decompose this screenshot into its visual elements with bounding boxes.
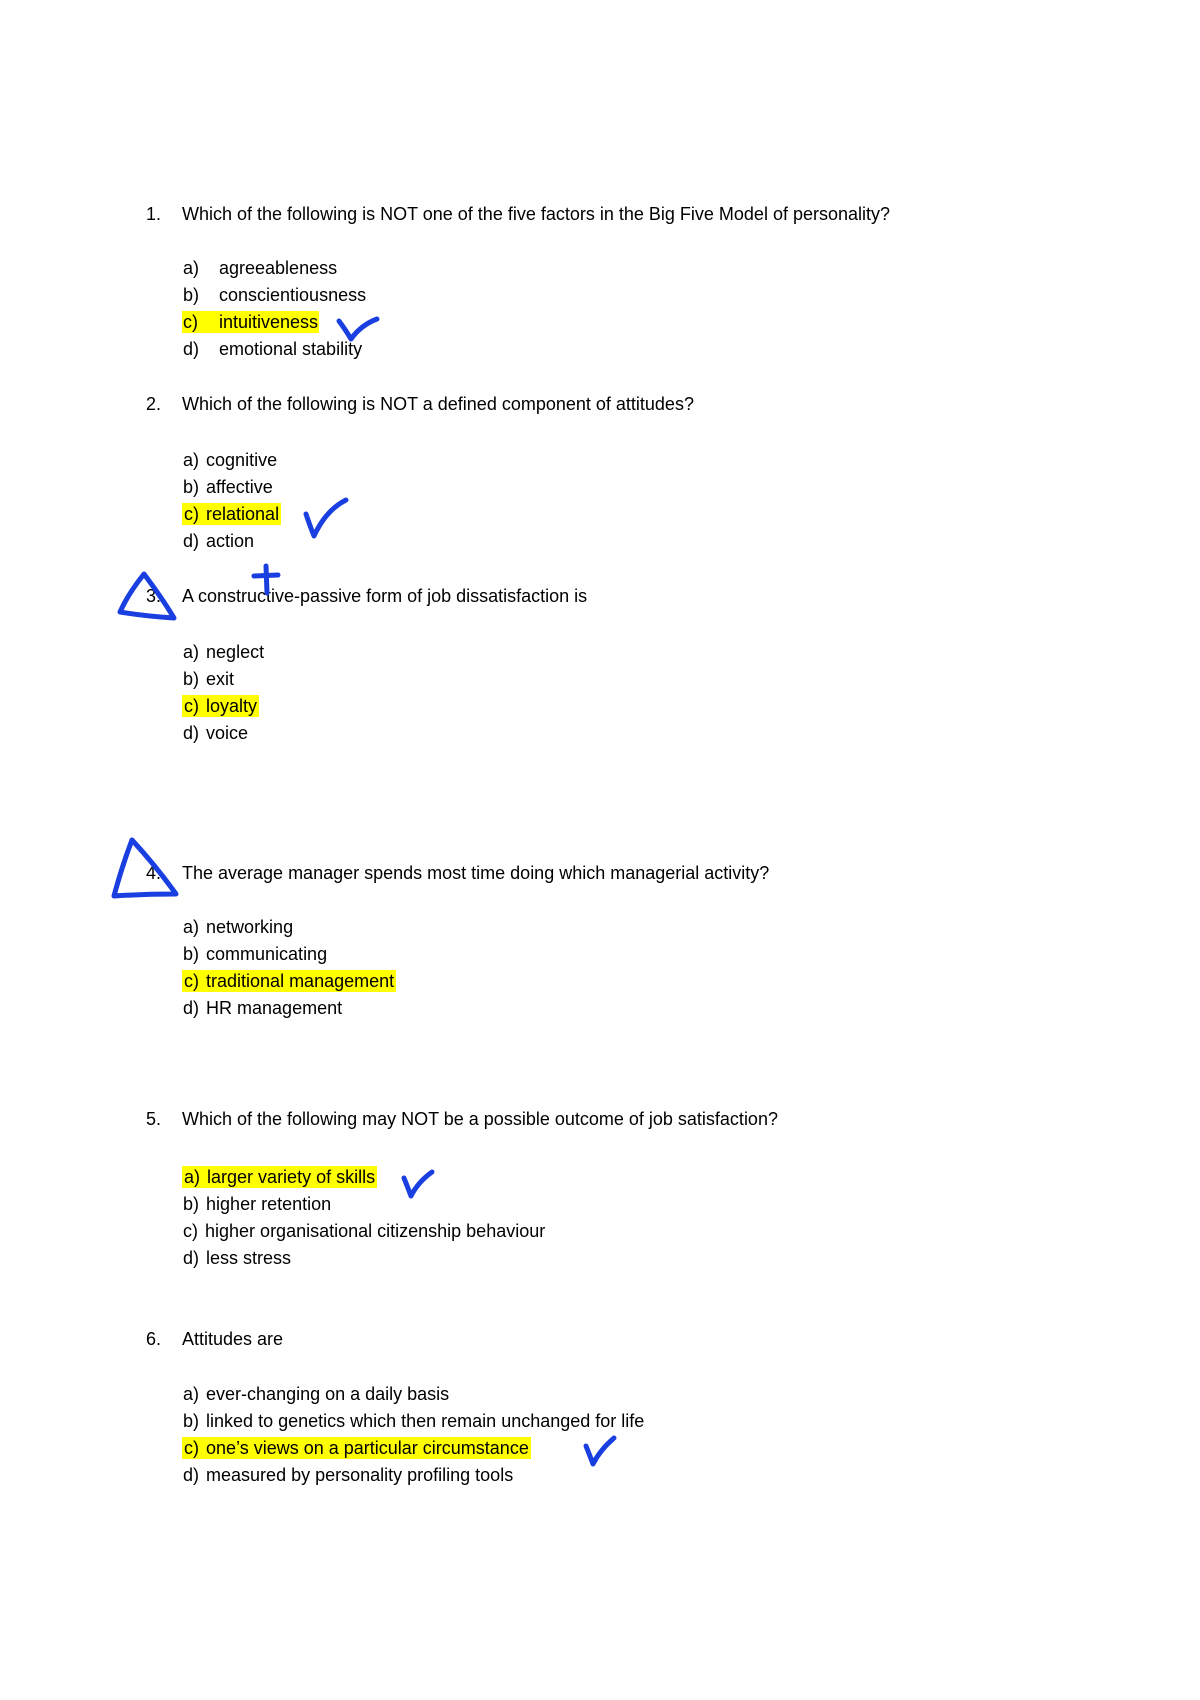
option-text: HR management: [206, 998, 343, 1018]
option-label: d): [183, 1248, 200, 1268]
option-label: b): [183, 1194, 200, 1214]
option-a: [182, 1383, 645, 1410]
option-label: a): [184, 1167, 201, 1187]
option-d: [182, 530, 281, 557]
option-label: a): [183, 450, 200, 470]
question-text: Attitudes are: [182, 1329, 284, 1349]
option-text: neglect: [206, 642, 265, 662]
option-d: [182, 997, 396, 1024]
option-label: a): [183, 258, 200, 278]
option-label: c): [183, 1221, 198, 1241]
option-label: c): [184, 696, 199, 716]
option-c-highlighted: [182, 503, 281, 530]
option-text: cognitive: [206, 450, 278, 470]
option-highlight: [182, 503, 281, 525]
option-a: [182, 449, 281, 476]
checkmark-icon: [302, 496, 352, 540]
option-text: larger variety of skills: [207, 1167, 376, 1187]
option-text: voice: [206, 723, 249, 743]
question-number: 5.: [146, 1109, 162, 1129]
option-label: b): [183, 669, 200, 689]
option-text: affective: [206, 477, 273, 497]
option-b: [182, 476, 281, 503]
checkmark-icon: [582, 1434, 618, 1468]
option-d: [182, 1247, 546, 1274]
option-label: b): [183, 1411, 200, 1431]
option-text: less stress: [206, 1248, 292, 1268]
question-text: Which of the following may NOT be a possible outcome of job satisfaction?: [182, 1109, 778, 1129]
option-c-highlighted: [182, 695, 265, 722]
option-b: [182, 668, 265, 695]
question-text: A constructive-passive form of job dissatisfaction is: [182, 586, 588, 606]
option-label: c): [182, 311, 218, 333]
option-b: [182, 284, 367, 311]
option-label: a): [183, 1384, 200, 1404]
option-label: a): [183, 642, 200, 662]
question-text: Which of the following is NOT one of the five factors in the Big Five Model of personality?: [182, 204, 891, 224]
question-text: The average manager spends most time doing which managerial activity?: [182, 863, 770, 883]
checkmark-icon: [335, 315, 385, 345]
question-text: Which of the following is NOT a defined component of attitudes?: [182, 394, 694, 414]
option-label: d): [183, 1465, 200, 1485]
triangle-icon: [108, 834, 180, 902]
option-list: [182, 257, 367, 365]
question-number: 3.: [146, 586, 162, 606]
option-text: emotional stability: [219, 339, 363, 359]
option-highlight: [182, 1166, 377, 1188]
option-text: action: [206, 531, 255, 551]
question-number: 6.: [146, 1329, 162, 1349]
option-d: [182, 722, 265, 749]
option-c-highlighted: [182, 1437, 645, 1464]
option-text: higher organisational citizenship behaviour: [205, 1221, 546, 1241]
option-label: a): [183, 917, 200, 937]
option-label: c): [184, 1438, 199, 1458]
option-label: c): [184, 971, 199, 991]
option-list: [182, 641, 265, 749]
option-label: b): [183, 477, 200, 497]
option-label: d): [183, 723, 200, 743]
option-label: d): [183, 339, 200, 359]
option-label: b): [183, 944, 200, 964]
question-number: 1.: [146, 204, 162, 224]
option-a: [182, 641, 265, 668]
option-list: [182, 449, 281, 557]
checkmark-icon: [400, 1168, 436, 1200]
option-text: exit: [206, 669, 235, 689]
option-text: one’s views on a particular circumstance: [206, 1438, 529, 1458]
option-list: [182, 1383, 645, 1491]
option-highlight: [182, 970, 396, 992]
option-text: traditional management: [206, 971, 395, 991]
option-text: agreeableness: [219, 258, 338, 278]
option-label: b): [183, 285, 200, 305]
option-d: [182, 1464, 645, 1491]
option-c-highlighted: [182, 970, 396, 997]
option-a: [182, 916, 396, 943]
option-text: networking: [206, 917, 294, 937]
plus-icon: [250, 563, 284, 597]
option-text: linked to genetics which then remain unchanged for life: [206, 1411, 645, 1431]
option-b: [182, 1410, 645, 1437]
option-text: intuitiveness: [219, 312, 319, 332]
option-text: ever-changing on a daily basis: [206, 1384, 450, 1404]
option-label: c): [184, 504, 199, 524]
option-text: measured by personality profiling tools: [206, 1465, 514, 1485]
triangle-icon: [114, 568, 180, 626]
option-b: [182, 1193, 546, 1220]
option-text: conscientiousness: [219, 285, 367, 305]
question-number: 4.: [146, 863, 162, 883]
option-list: [182, 916, 396, 1024]
option-a-highlighted: [182, 1166, 546, 1193]
option-label: d): [183, 998, 200, 1018]
option-highlight: [182, 695, 259, 717]
option-b: [182, 943, 396, 970]
option-text: communicating: [206, 944, 328, 964]
option-text: loyalty: [206, 696, 258, 716]
option-text: higher retention: [206, 1194, 332, 1214]
option-label: d): [183, 531, 200, 551]
option-highlight: [182, 1437, 531, 1459]
option-list: [182, 1166, 546, 1274]
option-text: relational: [206, 504, 280, 524]
option-c: [182, 1220, 546, 1247]
option-a: [182, 257, 367, 284]
question-number: 2.: [146, 394, 162, 414]
